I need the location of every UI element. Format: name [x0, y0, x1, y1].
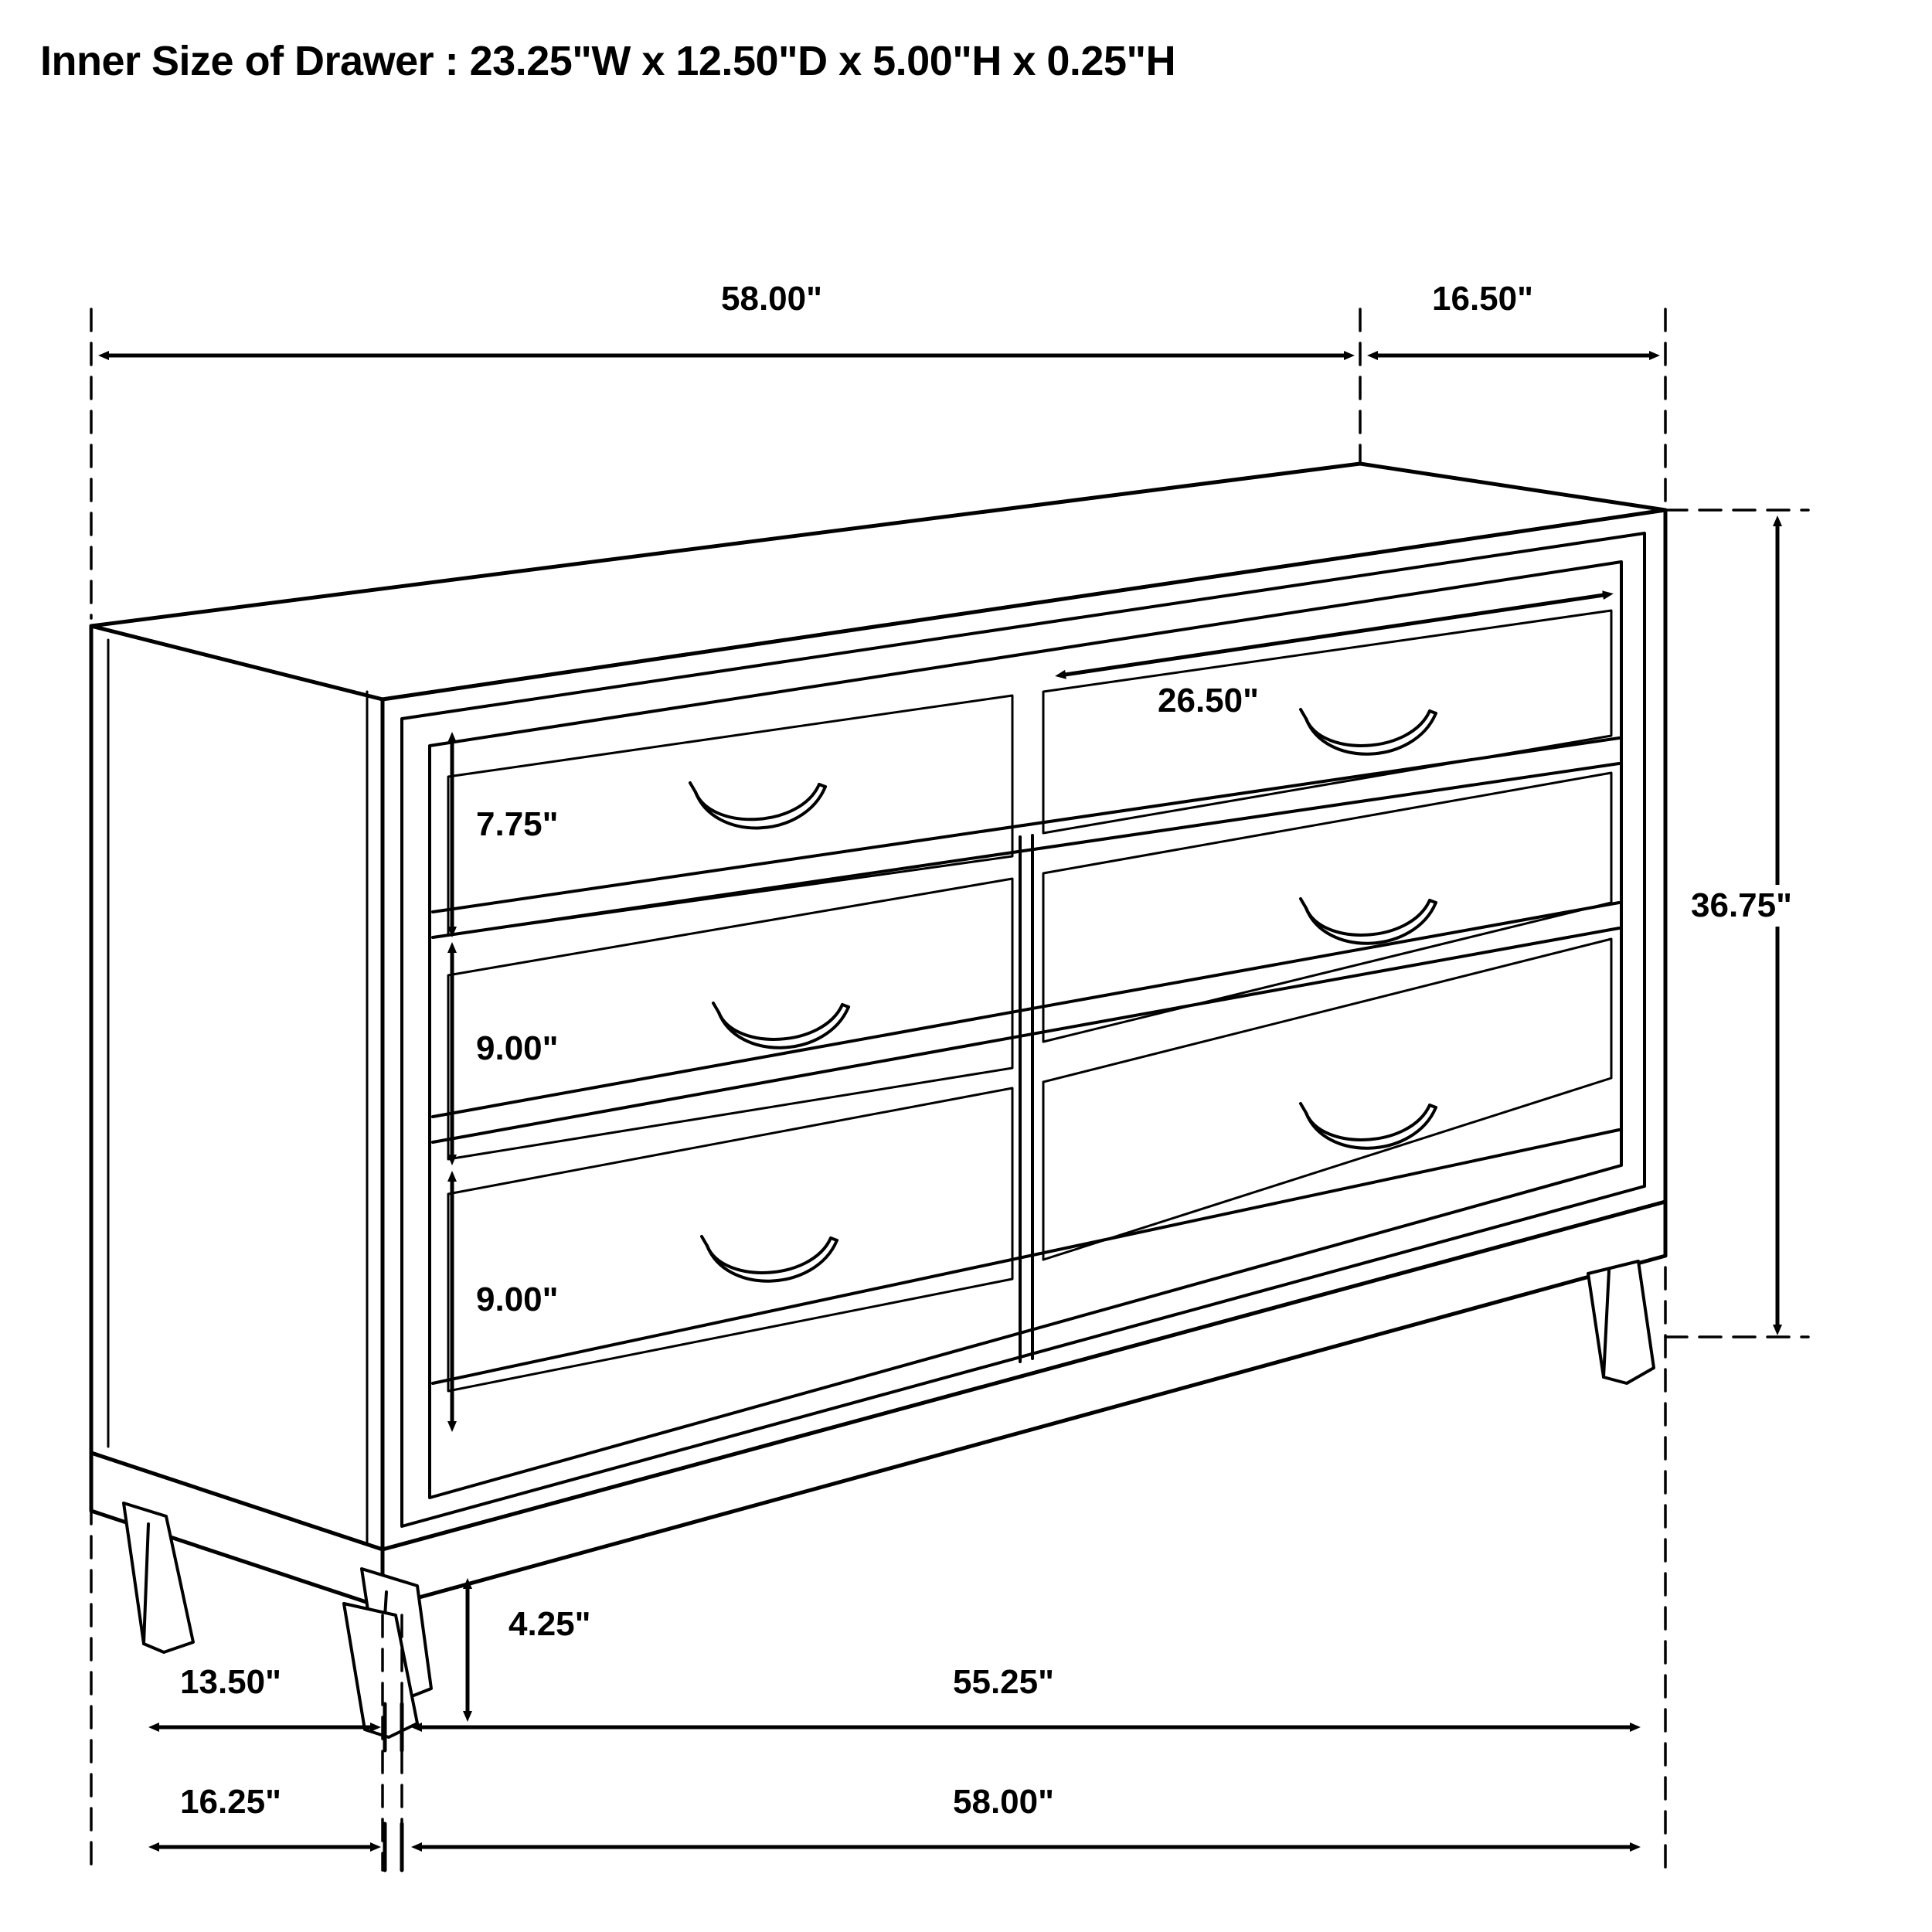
dim-label-drawer-height-top: 7.75" [470, 804, 565, 845]
dim-label-leg-height: 4.25" [502, 1604, 597, 1645]
dim-label-drawer-height-middle: 9.00" [470, 1028, 565, 1070]
dim-label-base-width-outer: 58.00" [947, 1781, 1060, 1823]
dresser-body [91, 464, 1665, 1549]
dim-label-base-width-inner: 55.25" [947, 1662, 1060, 1703]
dim-label-base-depth-back: 16.25" [174, 1781, 287, 1823]
dim-label-drawer-height-bottom: 9.00" [470, 1279, 565, 1321]
leg-front-right [1588, 1261, 1654, 1383]
page-title: Inner Size of Drawer : 23.25"W x 12.50"D x 5.00"H x 0.25"H [40, 38, 1176, 84]
dim-label-drawer-front-width: 26.50" [1151, 680, 1265, 722]
dim-label-base-depth-front: 13.50" [174, 1662, 287, 1703]
dim-label-overall-height: 36.75" [1685, 885, 1798, 927]
dim-label-top-width: 58.00" [715, 278, 828, 320]
dim-label-top-depth: 16.50" [1426, 278, 1539, 320]
